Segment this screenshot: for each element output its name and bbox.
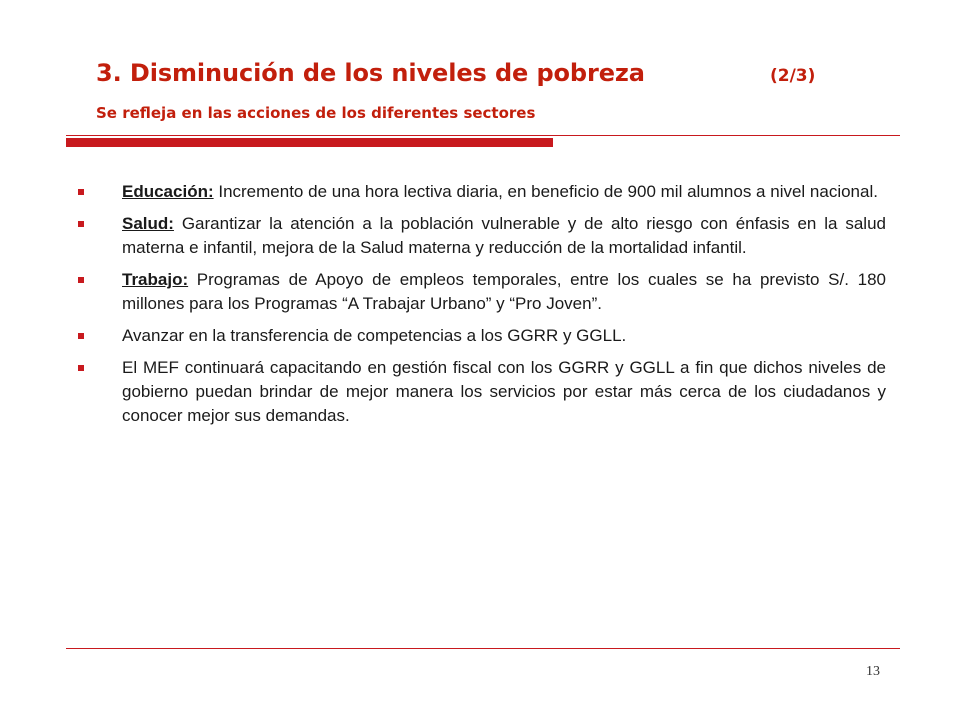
slide-title: 3. Disminución de los niveles de pobreza (96, 59, 645, 87)
bullet-item-transferencia (70, 324, 886, 348)
bullet-item-educacion (70, 180, 886, 204)
slide-counter: (2/3) (770, 66, 816, 86)
bullet-item-mef (70, 356, 886, 428)
square-bullet-icon (78, 333, 84, 339)
bullet-text: Avanzar en la transferencia de competencias a los GGRR y GGLL. (122, 326, 627, 345)
bullet-item-salud (70, 212, 886, 260)
bullet-text: El MEF continuará capacitando en gestión fiscal con los GGRR y GGLL a fin que dichos niveles de gobierno puedan brindar de mejor manera los servicios por estar más cerca de los ciudadanos y conocer mejor sus demandas. (122, 358, 886, 425)
bullet-label: Salud: (122, 214, 174, 233)
square-bullet-icon (78, 221, 84, 227)
slide-subtitle: Se refleja en las acciones de los diferentes sectores (96, 104, 536, 122)
bullet-label: Trabajo: (122, 270, 189, 289)
square-bullet-icon (78, 189, 84, 195)
header-rule-line (66, 135, 900, 136)
square-bullet-icon (78, 365, 84, 371)
bullet-text: Programas de Apoyo de empleos temporales, entre los cuales se ha previsto S/. 180 millones para los Programas “A Trabajar Urbano” y “Pro Joven”. (122, 270, 886, 313)
footer-rule-line (66, 648, 900, 649)
header-accent-bar (66, 138, 553, 147)
bullet-text: Garantizar la atención a la población vulnerable y de alto riesgo con énfasis en la salud materna e infantil, mejora de la Salud materna y reducción de la mortalidad infantil. (122, 214, 886, 257)
bullet-text: Incremento de una hora lectiva diaria, en beneficio de 900 mil alumnos a nivel nacional. (213, 182, 878, 201)
square-bullet-icon (78, 277, 84, 283)
page-number: 13 (866, 664, 880, 679)
bullet-item-trabajo (70, 268, 886, 316)
bullet-label: Educación: (122, 182, 214, 201)
bullet-list (70, 180, 886, 436)
